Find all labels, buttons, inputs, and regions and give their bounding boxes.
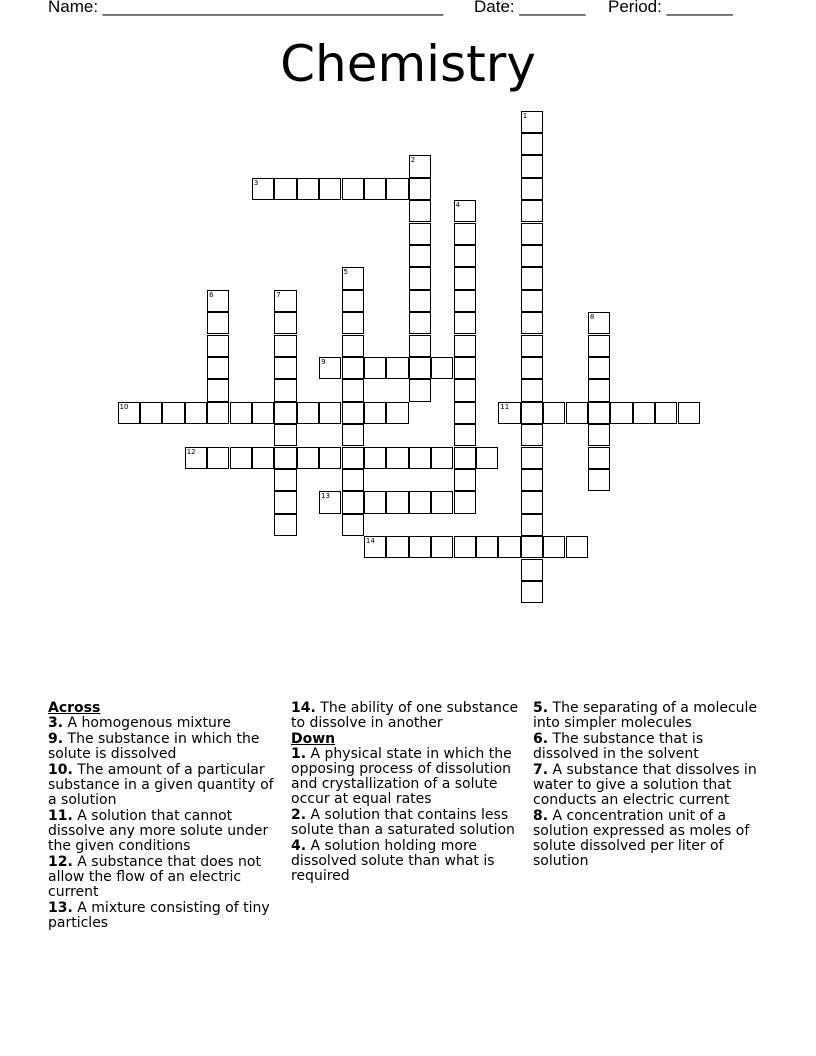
grid-cell[interactable]	[454, 267, 476, 289]
grid-cell[interactable]	[274, 491, 296, 513]
grid-cell[interactable]	[431, 536, 453, 558]
grid-cell[interactable]	[140, 402, 162, 424]
grid-cell[interactable]	[230, 447, 252, 469]
grid-cell[interactable]	[521, 335, 543, 357]
grid-cell[interactable]	[185, 402, 207, 424]
clue-number: 4.	[291, 838, 307, 854]
grid-cell[interactable]	[588, 357, 610, 379]
clue-across-3	[48, 716, 283, 731]
clue-number-label: 14	[365, 537, 375, 546]
grid-cell[interactable]	[274, 424, 296, 446]
clue-across-11	[48, 809, 283, 854]
grid-cell[interactable]	[207, 335, 229, 357]
grid-cell[interactable]	[588, 402, 610, 424]
clue-number: 12.	[48, 854, 73, 870]
clue-down-6	[533, 732, 768, 762]
across-heading: Across	[48, 700, 101, 716]
clue-down-8	[533, 809, 768, 869]
clue-number: 8.	[533, 808, 549, 824]
grid-cell[interactable]	[162, 402, 184, 424]
grid-cell[interactable]	[342, 514, 364, 536]
clue-text: The substance that is dissolved in the solvent	[533, 731, 704, 762]
grid-cell[interactable]	[521, 379, 543, 401]
grid-cell[interactable]	[409, 223, 431, 245]
clue-number-label: 11	[500, 402, 510, 411]
clue-number-label: 12	[186, 447, 196, 456]
clue-text: The substance in which the solute is dissolved	[48, 731, 260, 762]
name-field[interactable]: Name: ____________________________________	[48, 0, 444, 16]
grid-cell[interactable]	[230, 402, 252, 424]
grid-cell[interactable]	[588, 447, 610, 469]
grid-cell[interactable]	[588, 379, 610, 401]
clue-number-label: 6	[209, 290, 214, 299]
grid-cell[interactable]	[319, 447, 341, 469]
clue-across-10	[48, 763, 283, 808]
clue-number-label: 10	[119, 402, 129, 411]
grid-cell[interactable]	[454, 469, 476, 491]
grid-cell[interactable]	[498, 536, 520, 558]
grid-cell[interactable]	[521, 200, 543, 222]
grid-cell[interactable]	[588, 469, 610, 491]
down-heading: Down	[291, 731, 336, 747]
grid-cell[interactable]	[454, 245, 476, 267]
clue-down-7	[533, 763, 768, 808]
grid-cell[interactable]	[521, 424, 543, 446]
grid-cell[interactable]	[454, 290, 476, 312]
grid-cell[interactable]	[386, 536, 408, 558]
grid-cell[interactable]	[476, 447, 498, 469]
grid-cell[interactable]	[454, 379, 476, 401]
grid-cell[interactable]	[207, 379, 229, 401]
clue-text: The separating of a molecule into simpler molecules	[533, 700, 758, 731]
grid-cell[interactable]	[476, 536, 498, 558]
clue-number: 5.	[533, 700, 549, 716]
grid-cell[interactable]	[319, 178, 341, 200]
grid-cell[interactable]	[521, 245, 543, 267]
grid-cell[interactable]	[566, 402, 588, 424]
grid-cell[interactable]	[297, 402, 319, 424]
grid-cell[interactable]	[409, 178, 431, 200]
grid-cell[interactable]	[274, 335, 296, 357]
clue-number: 7.	[533, 762, 549, 778]
grid-cell[interactable]	[342, 469, 364, 491]
clue-number: 3.	[48, 715, 64, 731]
grid-cell[interactable]	[409, 290, 431, 312]
grid-cell[interactable]	[454, 447, 476, 469]
grid-cell[interactable]	[588, 335, 610, 357]
grid-cell[interactable]	[274, 469, 296, 491]
clue-text: A substance that does not allow the flow of an electric current	[48, 854, 261, 900]
grid-cell[interactable]	[274, 178, 296, 200]
clue-number: 11.	[48, 808, 73, 824]
grid-cell[interactable]	[207, 357, 229, 379]
clue-number-label: 1	[522, 111, 528, 120]
grid-cell[interactable]	[342, 312, 364, 334]
clue-number-label: 3	[253, 178, 259, 187]
grid-cell[interactable]	[610, 402, 632, 424]
grid-cell[interactable]	[409, 200, 431, 222]
grid-cell[interactable]	[521, 491, 543, 513]
grid-cell[interactable]	[454, 491, 476, 513]
grid-cell[interactable]	[386, 447, 408, 469]
grid-cell[interactable]	[207, 447, 229, 469]
grid-cell[interactable]	[521, 357, 543, 379]
grid-cell[interactable]	[521, 312, 543, 334]
grid-cell[interactable]	[454, 335, 476, 357]
clue-down-2	[291, 808, 526, 838]
clue-text: A homogenous mixture	[63, 715, 231, 731]
grid-cell[interactable]	[409, 312, 431, 334]
clue-text: A solution holding more dissolved solute than what is required	[291, 838, 495, 884]
clue-down-5	[533, 701, 768, 731]
clue-text: A substance that dissolves in water to give a solution that conducts an electric current	[533, 762, 757, 808]
grid-cell[interactable]	[386, 357, 408, 379]
grid-cell[interactable]	[454, 424, 476, 446]
grid-cell[interactable]	[633, 402, 655, 424]
grid-cell[interactable]	[521, 223, 543, 245]
grid-cell[interactable]	[364, 447, 386, 469]
grid-cell[interactable]	[207, 312, 229, 334]
clue-across-12	[48, 855, 283, 900]
period-field[interactable]: Period: _______	[608, 0, 733, 16]
grid-cell[interactable]	[543, 402, 565, 424]
grid-cell[interactable]	[431, 447, 453, 469]
grid-cell[interactable]	[274, 447, 296, 469]
clue-number-label: 7	[276, 290, 281, 299]
clue-number: 9.	[48, 731, 64, 747]
clue-text: A mixture consisting of tiny particles	[48, 900, 270, 931]
clue-number-label: 2	[410, 156, 416, 165]
grid-cell[interactable]	[409, 447, 431, 469]
clue-number: 14.	[291, 700, 316, 716]
grid-cell[interactable]	[342, 491, 364, 513]
grid-cell[interactable]	[588, 424, 610, 446]
clue-text: The ability of one substance to dissolve in another	[291, 700, 519, 731]
grid-cell[interactable]	[521, 514, 543, 536]
grid-cell[interactable]	[364, 357, 386, 379]
grid-cell[interactable]	[342, 335, 364, 357]
grid-cell[interactable]	[521, 469, 543, 491]
grid-cell[interactable]	[252, 447, 274, 469]
grid-cell[interactable]	[319, 402, 341, 424]
page-title: Chemistry	[280, 35, 536, 93]
grid-cell[interactable]	[409, 245, 431, 267]
grid-cell[interactable]	[409, 335, 431, 357]
grid-cell[interactable]	[521, 559, 543, 581]
clue-number-label: 5	[343, 268, 348, 277]
grid-cell[interactable]	[342, 447, 364, 469]
grid-cell[interactable]	[521, 581, 543, 603]
grid-cell[interactable]	[386, 402, 408, 424]
clue-number: 2.	[291, 807, 307, 823]
grid-cell[interactable]	[409, 379, 431, 401]
grid-cell[interactable]	[364, 491, 386, 513]
grid-cell[interactable]	[274, 379, 296, 401]
clue-column-3	[533, 701, 768, 870]
clue-number-label: 8	[589, 313, 595, 322]
grid-cell[interactable]	[521, 267, 543, 289]
grid-cell[interactable]	[454, 536, 476, 558]
grid-cell[interactable]	[454, 223, 476, 245]
grid-cell[interactable]	[274, 514, 296, 536]
clue-across-9	[48, 732, 283, 762]
grid-cell[interactable]	[297, 447, 319, 469]
clue-text: A solution that cannot dissolve any more solute under the given conditions	[48, 808, 269, 854]
clue-text: A solution that contains less solute than a saturated solution	[291, 807, 515, 838]
grid-cell[interactable]	[297, 178, 319, 200]
clue-column-1	[48, 701, 283, 932]
clue-number: 10.	[48, 762, 73, 778]
grid-cell[interactable]	[409, 491, 431, 513]
grid-cell[interactable]	[454, 402, 476, 424]
grid-cell[interactable]	[454, 357, 476, 379]
clue-across-13	[48, 901, 283, 931]
clue-number-label: 9	[321, 357, 326, 366]
grid-cell[interactable]	[543, 536, 565, 558]
grid-cell[interactable]	[274, 312, 296, 334]
grid-cell[interactable]	[386, 491, 408, 513]
grid-cell[interactable]	[342, 379, 364, 401]
grid-cell[interactable]	[521, 290, 543, 312]
grid-cell[interactable]	[521, 536, 543, 558]
grid-cell[interactable]	[364, 402, 386, 424]
clue-column-2	[291, 701, 526, 885]
grid-cell[interactable]	[274, 357, 296, 379]
date-field[interactable]: Date: _______	[474, 0, 586, 16]
clue-text: A physical state in which the opposing process of dissolution and crystallization of a solute occur at equal rates	[291, 746, 512, 807]
clue-number-label: 4	[455, 201, 460, 210]
grid-cell[interactable]	[521, 447, 543, 469]
clue-down-4	[291, 839, 526, 884]
grid-cell[interactable]	[342, 290, 364, 312]
clue-text: The amount of a particular substance in a given quantity of a solution	[48, 762, 274, 808]
grid-cell[interactable]	[274, 402, 296, 424]
grid-cell[interactable]	[454, 312, 476, 334]
grid-cell[interactable]	[409, 267, 431, 289]
clue-text: A concentration unit of a solution expressed as moles of solute dissolved per liter of solution	[533, 808, 750, 869]
grid-cell[interactable]	[364, 178, 386, 200]
grid-cell[interactable]	[655, 402, 677, 424]
clue-down-1	[291, 747, 526, 807]
grid-cell[interactable]	[431, 357, 453, 379]
grid-cell[interactable]	[342, 402, 364, 424]
grid-cell[interactable]	[409, 357, 431, 379]
grid-cell[interactable]	[409, 536, 431, 558]
grid-cell[interactable]	[342, 357, 364, 379]
clue-number: 6.	[533, 731, 549, 747]
grid-cell[interactable]	[566, 536, 588, 558]
grid-cell[interactable]	[342, 424, 364, 446]
grid-cell[interactable]	[678, 402, 700, 424]
grid-cell[interactable]	[386, 178, 408, 200]
grid-cell[interactable]	[521, 133, 543, 155]
grid-cell[interactable]	[521, 402, 543, 424]
grid-cell[interactable]	[431, 491, 453, 513]
grid-cell[interactable]	[521, 178, 543, 200]
grid-cell[interactable]	[521, 155, 543, 177]
clue-number-label: 13	[321, 492, 331, 501]
clue-across-14	[291, 701, 526, 731]
grid-cell[interactable]	[207, 402, 229, 424]
grid-cell[interactable]	[342, 178, 364, 200]
grid-cell[interactable]	[252, 402, 274, 424]
clue-number: 1.	[291, 746, 307, 762]
clue-number: 13.	[48, 900, 73, 916]
